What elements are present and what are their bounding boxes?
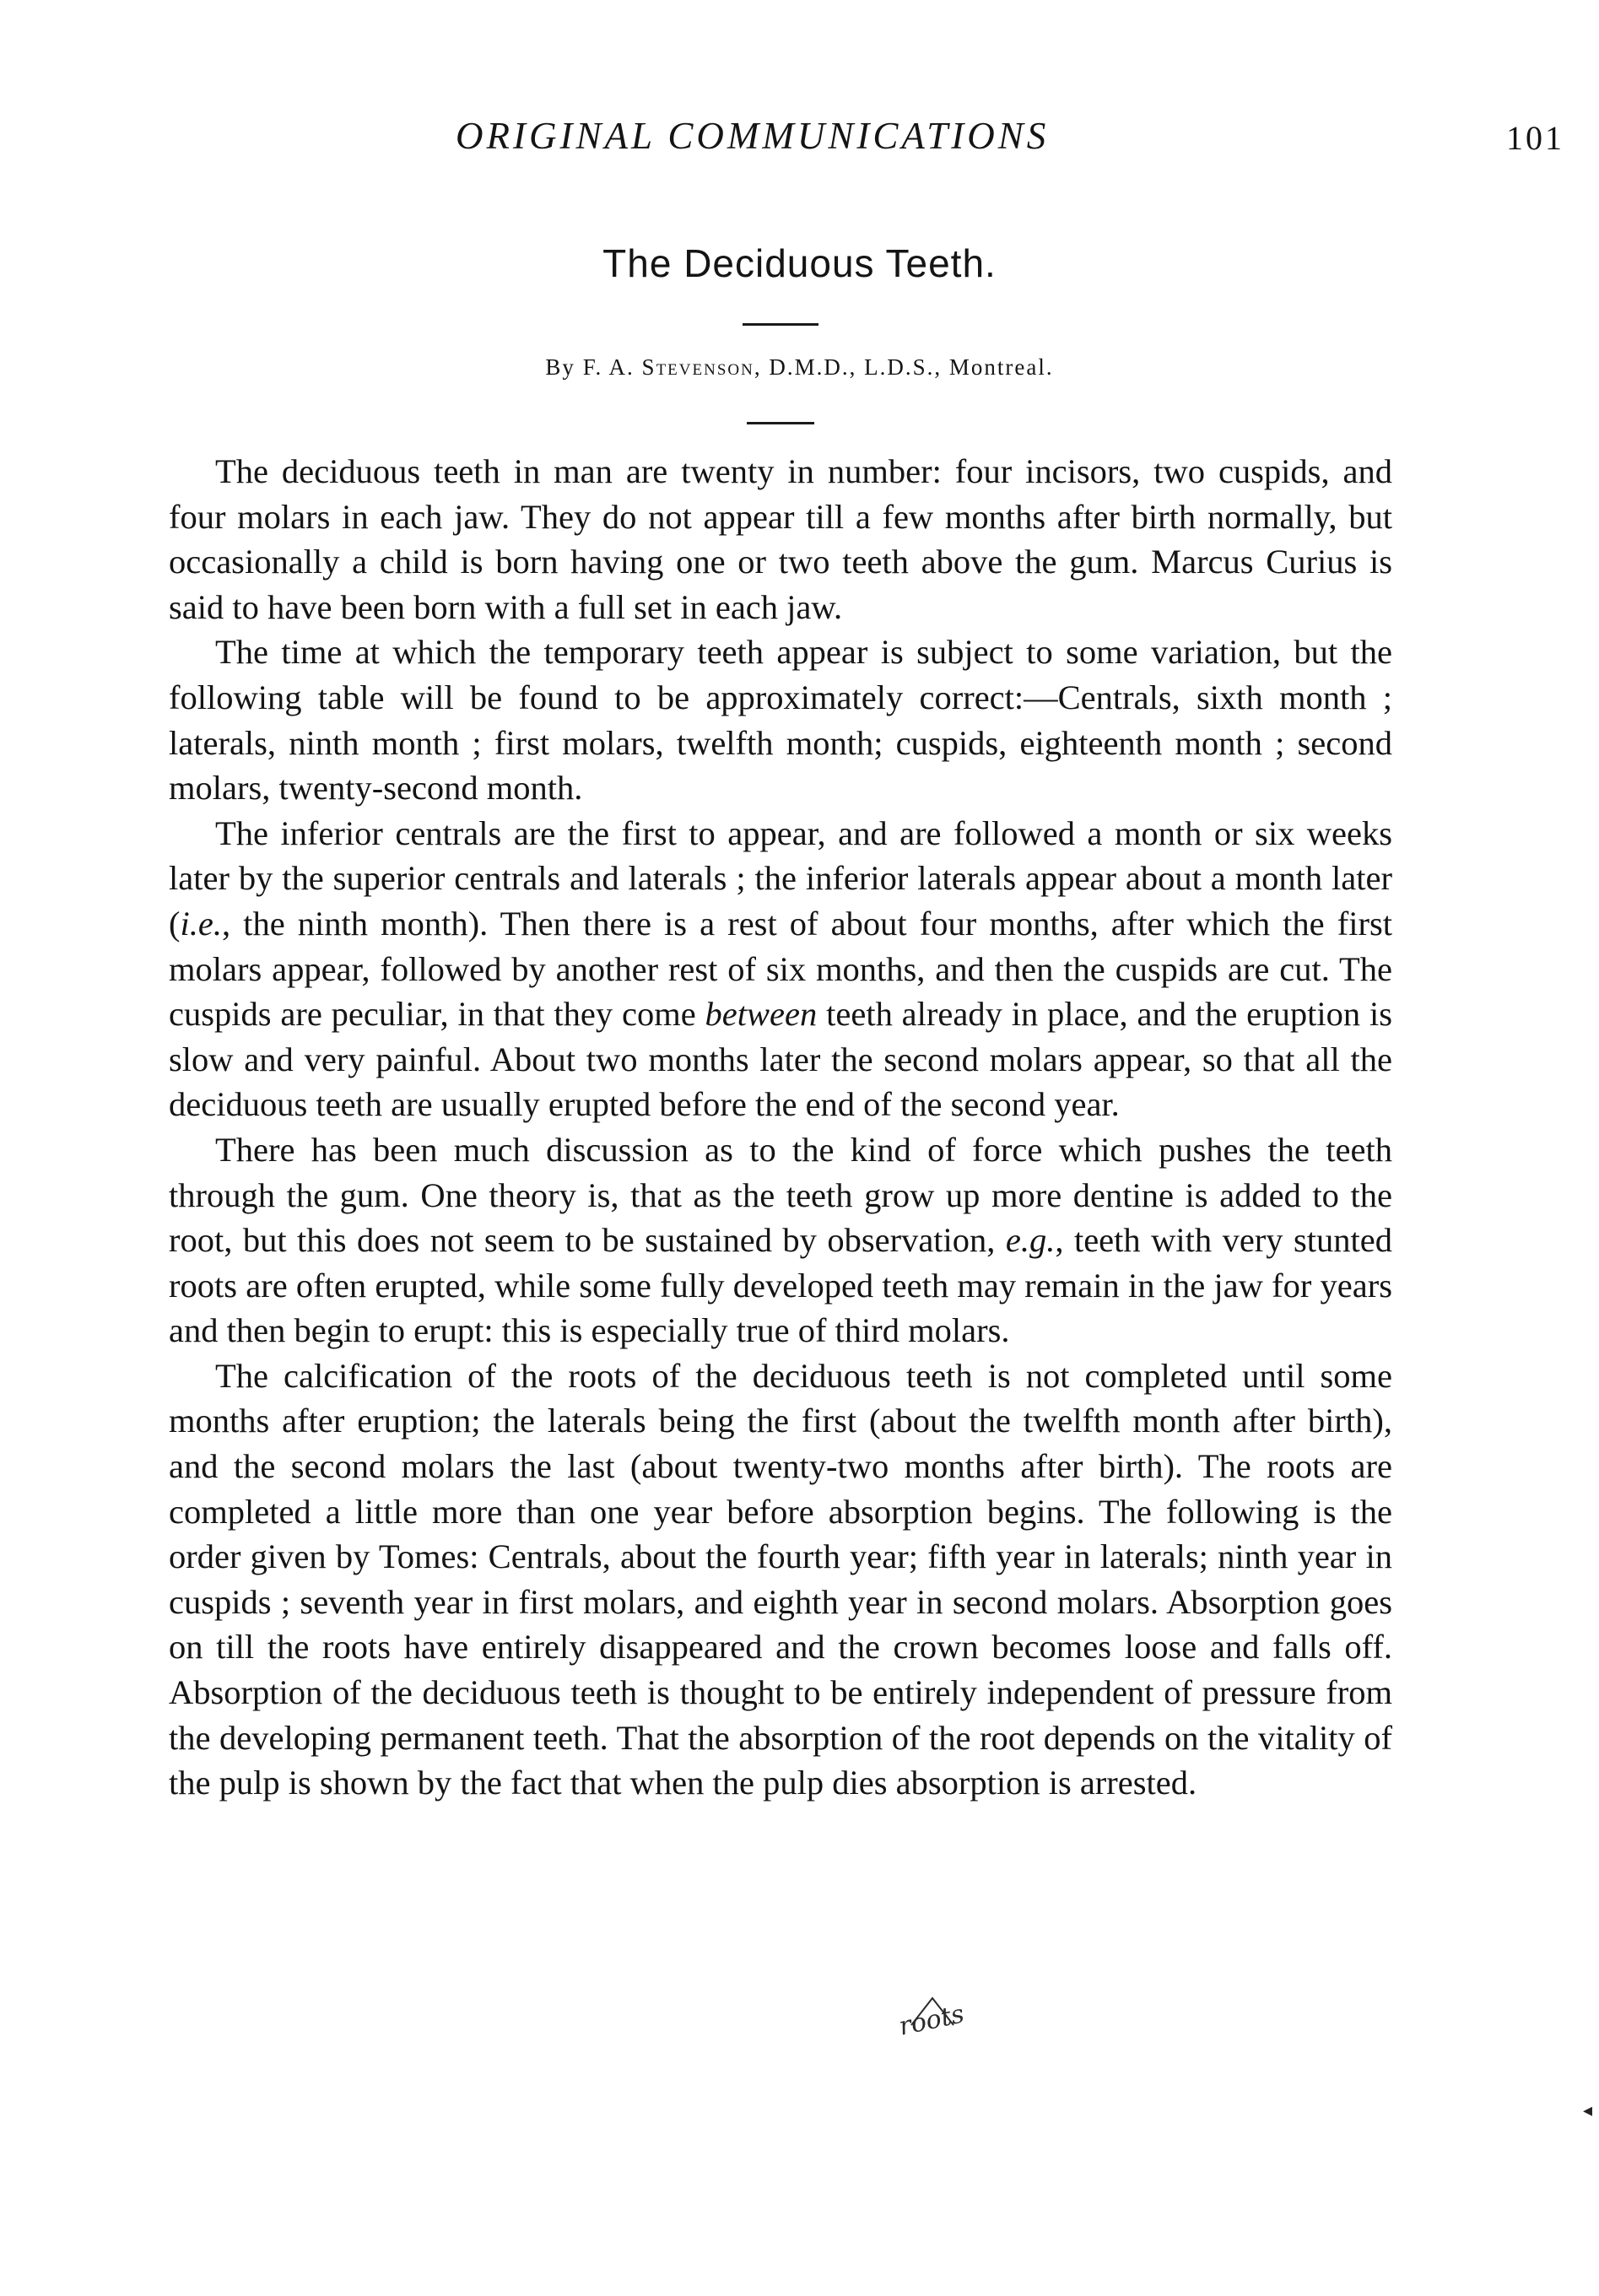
byline-prefix: By — [545, 354, 583, 380]
byline-credentials: , D.M.D., L.D.S., Montreal. — [754, 354, 1054, 380]
paragraph-text: The inferior centrals are the first to appear, and are followed a month or six weeks later by the superior centrals and laterals ; the inferior laterals appear about a month later ( — [169, 813, 1392, 943]
paragraph-text: , the ninth month). Then there is a rest of about four months, after which the first molars appear, followed by another rest of six months, and then the cuspids are cut. The cuspids are peculiar, in that they come — [169, 904, 1392, 1034]
paragraph-text: There has been much discussion as to the kind of force which pushes the teeth through the gum. One theory is, that as the teeth grow up more dentine is added to the root, but this does not seem to be sustained by observation, — [169, 1130, 1392, 1260]
body-paragraph — [169, 629, 1392, 810]
body-paragraph — [169, 811, 1392, 1127]
margin-mark: ◂ — [1583, 2099, 1593, 2120]
title-rule-bottom — [747, 422, 814, 424]
byline-author: F. A. Stevenson — [582, 354, 754, 380]
page-number: 101 — [1506, 119, 1564, 157]
running-head: ORIGINAL COMMUNICATIONS — [456, 115, 1050, 157]
paragraph-text: teeth already in place, and the eruption is slow and very painful. About two months later the second molars appear, so that all the deciduous teeth are usually erupted before the end of the second year. — [169, 995, 1392, 1124]
paragraph-text: , teeth with very stunted roots are often erupted, while some fully developed teeth may remain in the jaw for years and then begin to erupt: this is especially true of third molars. — [169, 1221, 1392, 1350]
body-paragraph — [169, 449, 1392, 629]
byline — [0, 354, 1599, 381]
title-rule-top — [743, 323, 818, 326]
body-paragraph — [169, 1127, 1392, 1353]
italic-text: e.g. — [1005, 1221, 1056, 1260]
paragraph-text: The calcification of the roots of the deciduous teeth is not completed until some months after eruption; the laterals being the first (about the twelfth month after birth), and the second molars the last (about twenty-two months after birth). The roots are completed a little more than one year before absorption begins. The following is the order given by Tomes: Centrals, about the fourth year; fifth year in laterals; ninth year in cuspids ; seventh year in first molars, and eighth year in second molars. Absorption goes on till the roots have entirely disappeared and the crown becomes loose and falls off. Absorption of the deciduous teeth is thought to be entirely independent of pressure from the developing permanent teeth. That the absorption of the root depends on the vitality of the pulp is shown by the fact that when the pulp dies absorption is arrested. — [169, 1356, 1392, 1802]
article-body — [169, 449, 1392, 1806]
body-paragraph — [169, 1353, 1392, 1806]
paragraph-text: The deciduous teeth in man are twenty in number: four incisors, two cuspids, and four molars in each jaw. They do not appear till a few months after birth normally, but occasionally a child is born having one or two teeth above the gum. Marcus Curius is said to have been born with a full set in each jaw. — [169, 452, 1392, 626]
italic-text: between — [705, 995, 818, 1034]
article-title: The Deciduous Teeth. — [602, 241, 997, 285]
italic-text: i.e. — [180, 904, 222, 943]
paragraph-text: The time at which the temporary teeth appear is subject to some variation, but the following table will be found to be approximately correct:—Centrals, sixth month ; laterals, ninth month ; first molars, twelfth month; cuspids, eighteenth month ; second molars, twenty-second month. — [169, 633, 1392, 808]
handwritten-note: roots — [896, 1999, 967, 2042]
